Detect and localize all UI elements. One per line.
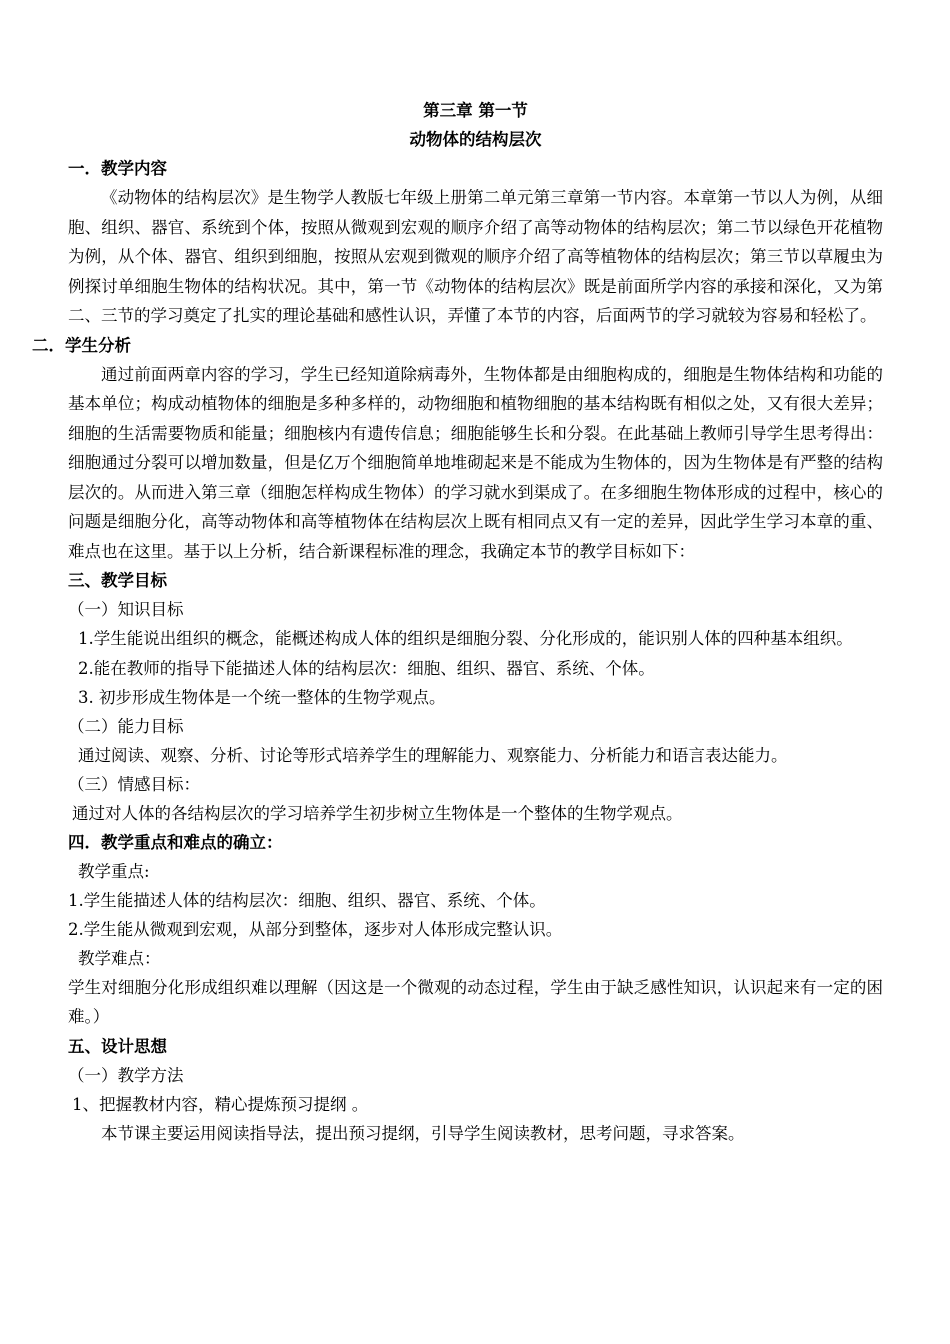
chapter-title: 第三章 第一节 bbox=[423, 101, 528, 120]
section-heading-design-idea: 五、设计思想 bbox=[68, 1036, 167, 1056]
knowledge-goals-label: （一）知识目标 bbox=[68, 600, 184, 619]
lesson-title: 动物体的结构层次 bbox=[409, 130, 542, 149]
section-heading-student-analysis: 二．学生分析 bbox=[32, 335, 131, 355]
knowledge-goal-item: 3. 初步形成生物体是一个统一整体的生物学观点。 bbox=[78, 687, 446, 707]
difficult-point-text: 学生对细胞分化形成组织难以理解（因这是一个微观的动态过程，学生由于缺乏感性知识，认识起来有一定的困难。） bbox=[68, 977, 883, 1026]
emotion-goal-text: 通过对人体的各结构层次的学习培养学生初步树立生物体是一个整体的生物学观点。 bbox=[72, 803, 683, 823]
teaching-content-paragraph: 《动物体的结构层次》是生物学人教版七年级上册第二单元第三章第一节内容。本章第一节以人为例，从细胞、组织、器官、系统到个体，按照从微观到宏观的顺序介绍了高等动物体的结构层次；第二节以绿色开花植物为例，从个体、器官、组织到细胞，按照从宏观到微观的顺序介绍了高等植物体的结构层次；第三节以草履虫为例探讨单细胞生物体的结构状况。其中，第一节《动物体的结构层次》既是前面所学内容的承接和深化，又为第二、三节的学习奠定了扎实的理论基础和感性认识，弄懂了本节的内容，后面两节的学习就较为容易和轻松了。 bbox=[68, 188, 883, 325]
ability-goals-label: （二）能力目标 bbox=[68, 716, 184, 736]
key-point-item: 2.学生能从微观到宏观，从部分到整体，逐步对人体形成完整认识。 bbox=[68, 919, 563, 939]
emotion-goals-label: （三）情感目标： bbox=[68, 774, 200, 794]
knowledge-goal-item: 1.学生能说出组织的概念，能概述构成人体的组织是细胞分裂、分化形成的，能识别人体的四种基本组织。 bbox=[78, 629, 853, 648]
section-heading-key-difficult-points: 四．教学重点和难点的确立： bbox=[68, 832, 283, 852]
ability-goal-text: 通过阅读、观察、分析、讨论等形式培养学生的理解能力、观察能力、分析能力和语言表达能力。 bbox=[78, 745, 788, 765]
key-point-item: 1.学生能描述人体的结构层次：细胞、组织、器官、系统、个体。 bbox=[68, 890, 546, 910]
difficult-points-label: 教学难点： bbox=[78, 948, 161, 968]
section-heading-teaching-content: 一．教学内容 bbox=[68, 159, 167, 178]
document-page bbox=[32, 96, 883, 1148]
teaching-method-label: （一）教学方法 bbox=[68, 1065, 184, 1085]
student-analysis-paragraph: 通过前面两章内容的学习，学生已经知道除病毒外，生物体都是由细胞构成的，细胞是生物体结构和功能的基本单位；构成动植物体的细胞是多种多样的，动物细胞和植物细胞的基本结构既有相似之处，又有很大差异；细胞的生活需要物质和能量；细胞核内有遗传信息；细胞能够生长和分裂。在此基础上教师引导学生思考得出：细胞通过分裂可以增加数量，但是亿万个细胞简单地堆砌起来是不能成为生物体的，因为生物体是有严整的结构层次的。从而进入第三章（细胞怎样构成生物体）的学习就水到渠成了。在多细胞生物体形成的过程中，核心的问题是细胞分化，高等动物体和高等植物体在结构层次上既有相同点又有一定的差异，因此学生学习本章的重、难点也在这里。基于以上分析，结合新课程标准的理念，我确定本节的教学目标如下： bbox=[68, 364, 883, 561]
section-heading-teaching-goals: 三、教学目标 bbox=[68, 571, 167, 590]
teaching-method-text: 本节课主要运用阅读指导法，提出预习提纲，引导学生阅读教材，思考问题，寻求答案。 bbox=[101, 1123, 745, 1143]
knowledge-goal-item: 2.能在教师的指导下能描述人体的结构层次：细胞、组织、器官、系统、个体。 bbox=[78, 658, 655, 678]
key-points-label: 教学重点: bbox=[78, 861, 150, 881]
teaching-method-item: 1、把握教材内容，精心提炼预习提纲 。 bbox=[72, 1094, 369, 1114]
